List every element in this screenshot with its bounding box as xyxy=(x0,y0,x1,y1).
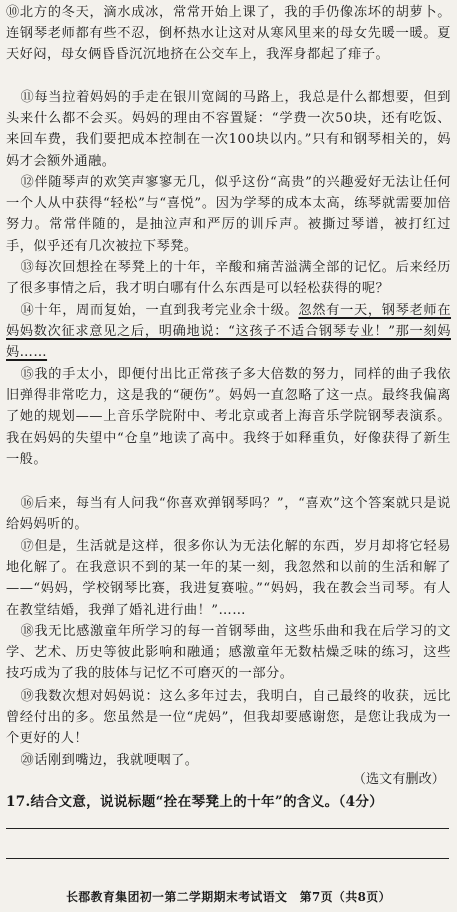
question-17: 17.结合文意，说说标题“拴在琴凳上的十年”的含义。（4分） xyxy=(6,794,384,810)
paragraph-11: ⑪每当拉着妈妈的手走在银川宽阔的马路上，我总是什么都想要，但到头来什么都不会买。妈妈的理由不容置疑：“学费一次50块，还有吃饭、来回车费，我们要把成本控制在一次100块以内。”只有和钢琴相关的，妈妈才会额外通融。 xyxy=(6,90,451,169)
answer-line xyxy=(6,828,449,829)
paragraph-15: ⑮我的手太小，即便付出比正常孩子多大倍数的努力，同样的曲子我依旧弹得非常吃力，这是我的“硬伤”。妈妈一直忽略了这一点。最终我偏离了她的规划——上音乐学院附中、考北京或者上海音乐学院钢琴表演系。我在妈妈的失望中“仓皇”地读了高中。我终于如释重负，好像获得了新生一般。 xyxy=(6,367,451,467)
paragraph-20: ⑳话刚到嘴边，我就哽咽了。 xyxy=(20,753,199,768)
page-footer: 长郡教育集团初一第二学期期末考试语文 第7页（共8页） xyxy=(66,890,391,904)
paragraph-16: ⑯后来，每当有人问我“你喜欢弹钢琴吗？”，“喜欢”这个答案就只是说给妈妈听的。 xyxy=(6,496,451,533)
paragraph-19: ⑲我数次想对妈妈说：这么多年过去，我明白，自己最终的收获，远比曾经付出的多。您虽然是一位“虎妈”，但我却要感谢您，是您让我成为一个更好的人！ xyxy=(6,689,451,747)
paragraph-10: ⑩北方的冬天，滴水成冰，常常开始上课了，我的手仍像冻坏的胡萝卜。连钢琴老师都有些不忍，倒杯热水让这对从寒风里来的母女先暖一暖。夏天好闷，母女俩昏昏沉沉地挤在公交车上，我浑身都起了痱子。 xyxy=(6,5,451,63)
paragraph-17: ⑰但是，生活就是这样，很多你认为无法化解的东西，岁月却将它轻易地化解了。在我意识不到的某一年的某一刻，我忽然和以前的生活和解了——“妈妈，学校钢琴比赛，我进复赛啦。”“妈妈，我在教会当司琴。有人在教堂结婚，我弹了婚礼进行曲！”…… xyxy=(6,539,451,618)
source-note: （选文有删改） xyxy=(352,772,445,787)
paragraph-14 xyxy=(6,300,451,364)
paragraph-12: ⑫伴随琴声的欢笑声寥寥无几，似乎这份“高贵”的兴趣爱好无法让任何一个人从中获得“轻松”与“喜悦”。因为学琴的成本太高，练琴就需要加倍努力。常常伴随的，是抽泣声和严厉的训斥声。被撕过琴谱，被打红过手，似乎还有几次被拉下琴凳。 xyxy=(6,175,451,254)
paragraph-14-underlined: 忽然有一天，钢琴老师在妈妈数次征求意见之后，明确地说：“这孩子不适合钢琴专业！”那一刻妈妈…… xyxy=(6,303,452,361)
paragraph-18: ⑱我无比感激童年所学习的每一首钢琴曲，这些乐曲和我在后学习的文学、艺术、历史等彼此影响和融通；感激童年无数枯燥乏味的练习，这些技巧成为了我的肢体与记忆不可磨灭的一部分。 xyxy=(6,624,451,682)
paragraph-13: ⑬每次回想拴在琴凳上的十年，辛酸和痛苦溢满全部的记忆。后来经历了很多事情之后，我才明白哪有什么东西是可以轻松获得的呢？ xyxy=(6,260,451,297)
paragraph-14-lead: ⑭十年，周而复始，一直到我考完业余十级。 xyxy=(20,303,299,318)
answer-line xyxy=(6,858,449,859)
